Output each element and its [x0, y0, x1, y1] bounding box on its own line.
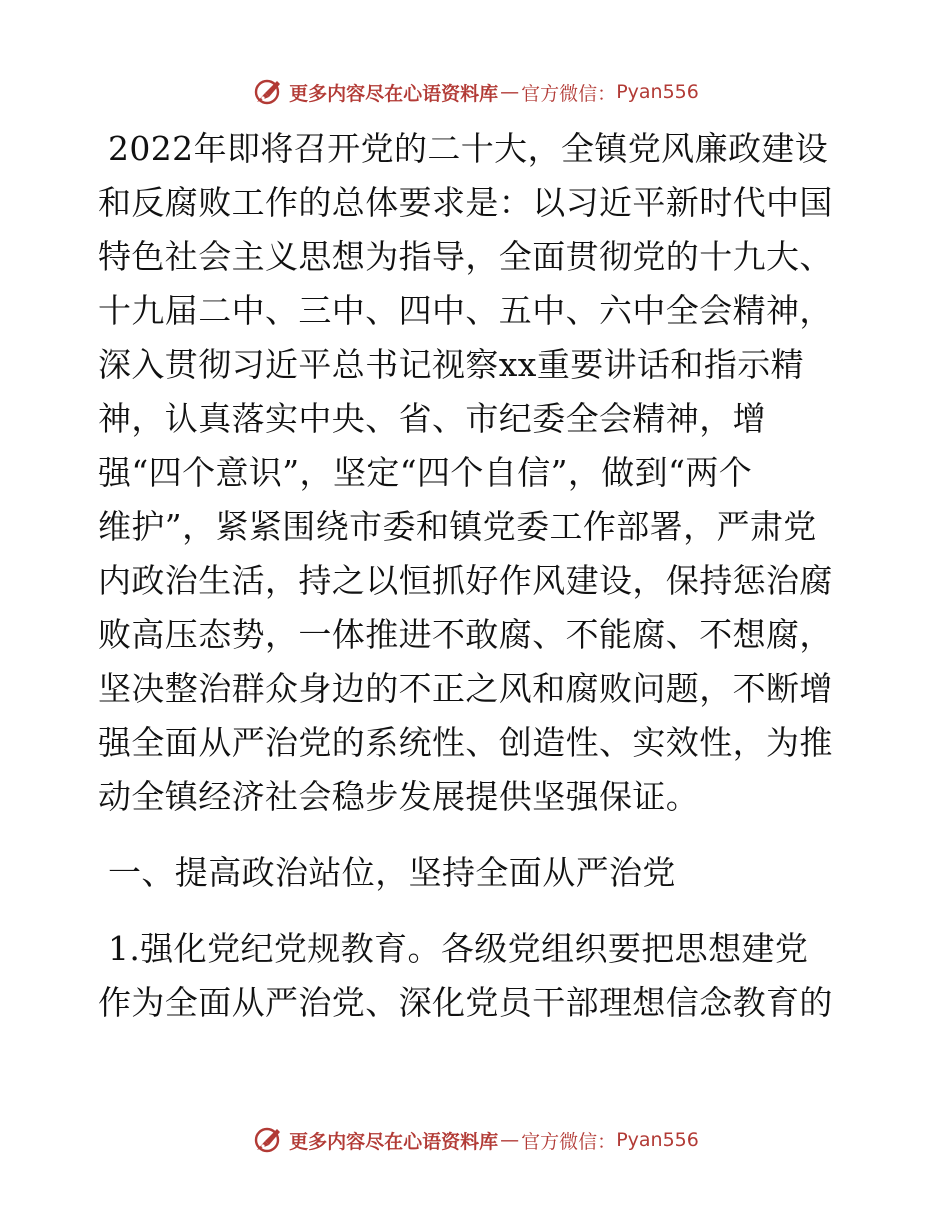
watermark-separator: —	[500, 1129, 520, 1151]
watermark-main-text: 更多内容尽在心语资料库	[289, 1130, 499, 1153]
paragraph-line: 维护”，紧紧围绕市委和镇党委工作部署，严肃党	[98, 507, 817, 546]
paragraph-line: 作为全面从严治党、深化党员干部理想信念教育的	[98, 983, 833, 1022]
paragraph-1	[98, 122, 858, 824]
pen-logo-icon	[251, 1124, 283, 1156]
section-heading: 一、提高政治站位，坚持全面从严治党	[108, 853, 676, 892]
paragraph-2	[98, 922, 858, 1030]
paragraph-line: 败高压态势，一体推进不敢腐、不能腐、不想腐，	[98, 615, 833, 654]
paragraph-line: 2022年即将召开党的二十大，全镇党风廉政建设	[108, 129, 829, 168]
watermark-official-label: 官方微信：	[521, 82, 617, 105]
watermark-official-label: 官方微信：	[521, 1130, 617, 1153]
paragraph-line: 坚决整治群众身边的不正之风和腐败问题，不断增	[98, 669, 833, 708]
watermark-main-text: 更多内容尽在心语资料库	[289, 82, 499, 105]
paragraph-line: 内政治生活，持之以恒抓好作风建设，保持惩治腐	[98, 561, 833, 600]
pen-logo-icon	[251, 76, 283, 108]
watermark-separator: —	[500, 81, 520, 103]
paragraph-line: 特色社会主义思想为指导，全面贯彻党的十九大、	[98, 237, 833, 276]
document-body	[98, 122, 858, 1030]
paragraph-line: 强“四个意识”，坚定“四个自信”，做到“两个	[98, 453, 753, 492]
paragraph-line: 动全镇经济社会稳步发展提供坚强保证。	[98, 777, 700, 816]
watermark-handle: Pyan556	[616, 81, 699, 103]
watermark-banner-bottom	[0, 1120, 950, 1160]
paragraph-line: 深入贯彻习近平总书记视察xx重要讲话和指示精	[98, 345, 805, 384]
paragraph-line: 十九届二中、三中、四中、五中、六中全会精神，	[98, 291, 833, 330]
paragraph-line: 和反腐败工作的总体要求是：以习近平新时代中国	[98, 183, 833, 222]
paragraph-line: 神，认真落实中央、省、市纪委全会精神，增	[98, 399, 766, 438]
paragraph-line: 1.强化党纪党规教育。各级党组织要把思想建党	[108, 929, 809, 968]
watermark-banner-top	[0, 72, 950, 112]
watermark-handle: Pyan556	[616, 1129, 699, 1151]
paragraph-line: 强全面从严治党的系统性、创造性、实效性，为推	[98, 723, 833, 762]
